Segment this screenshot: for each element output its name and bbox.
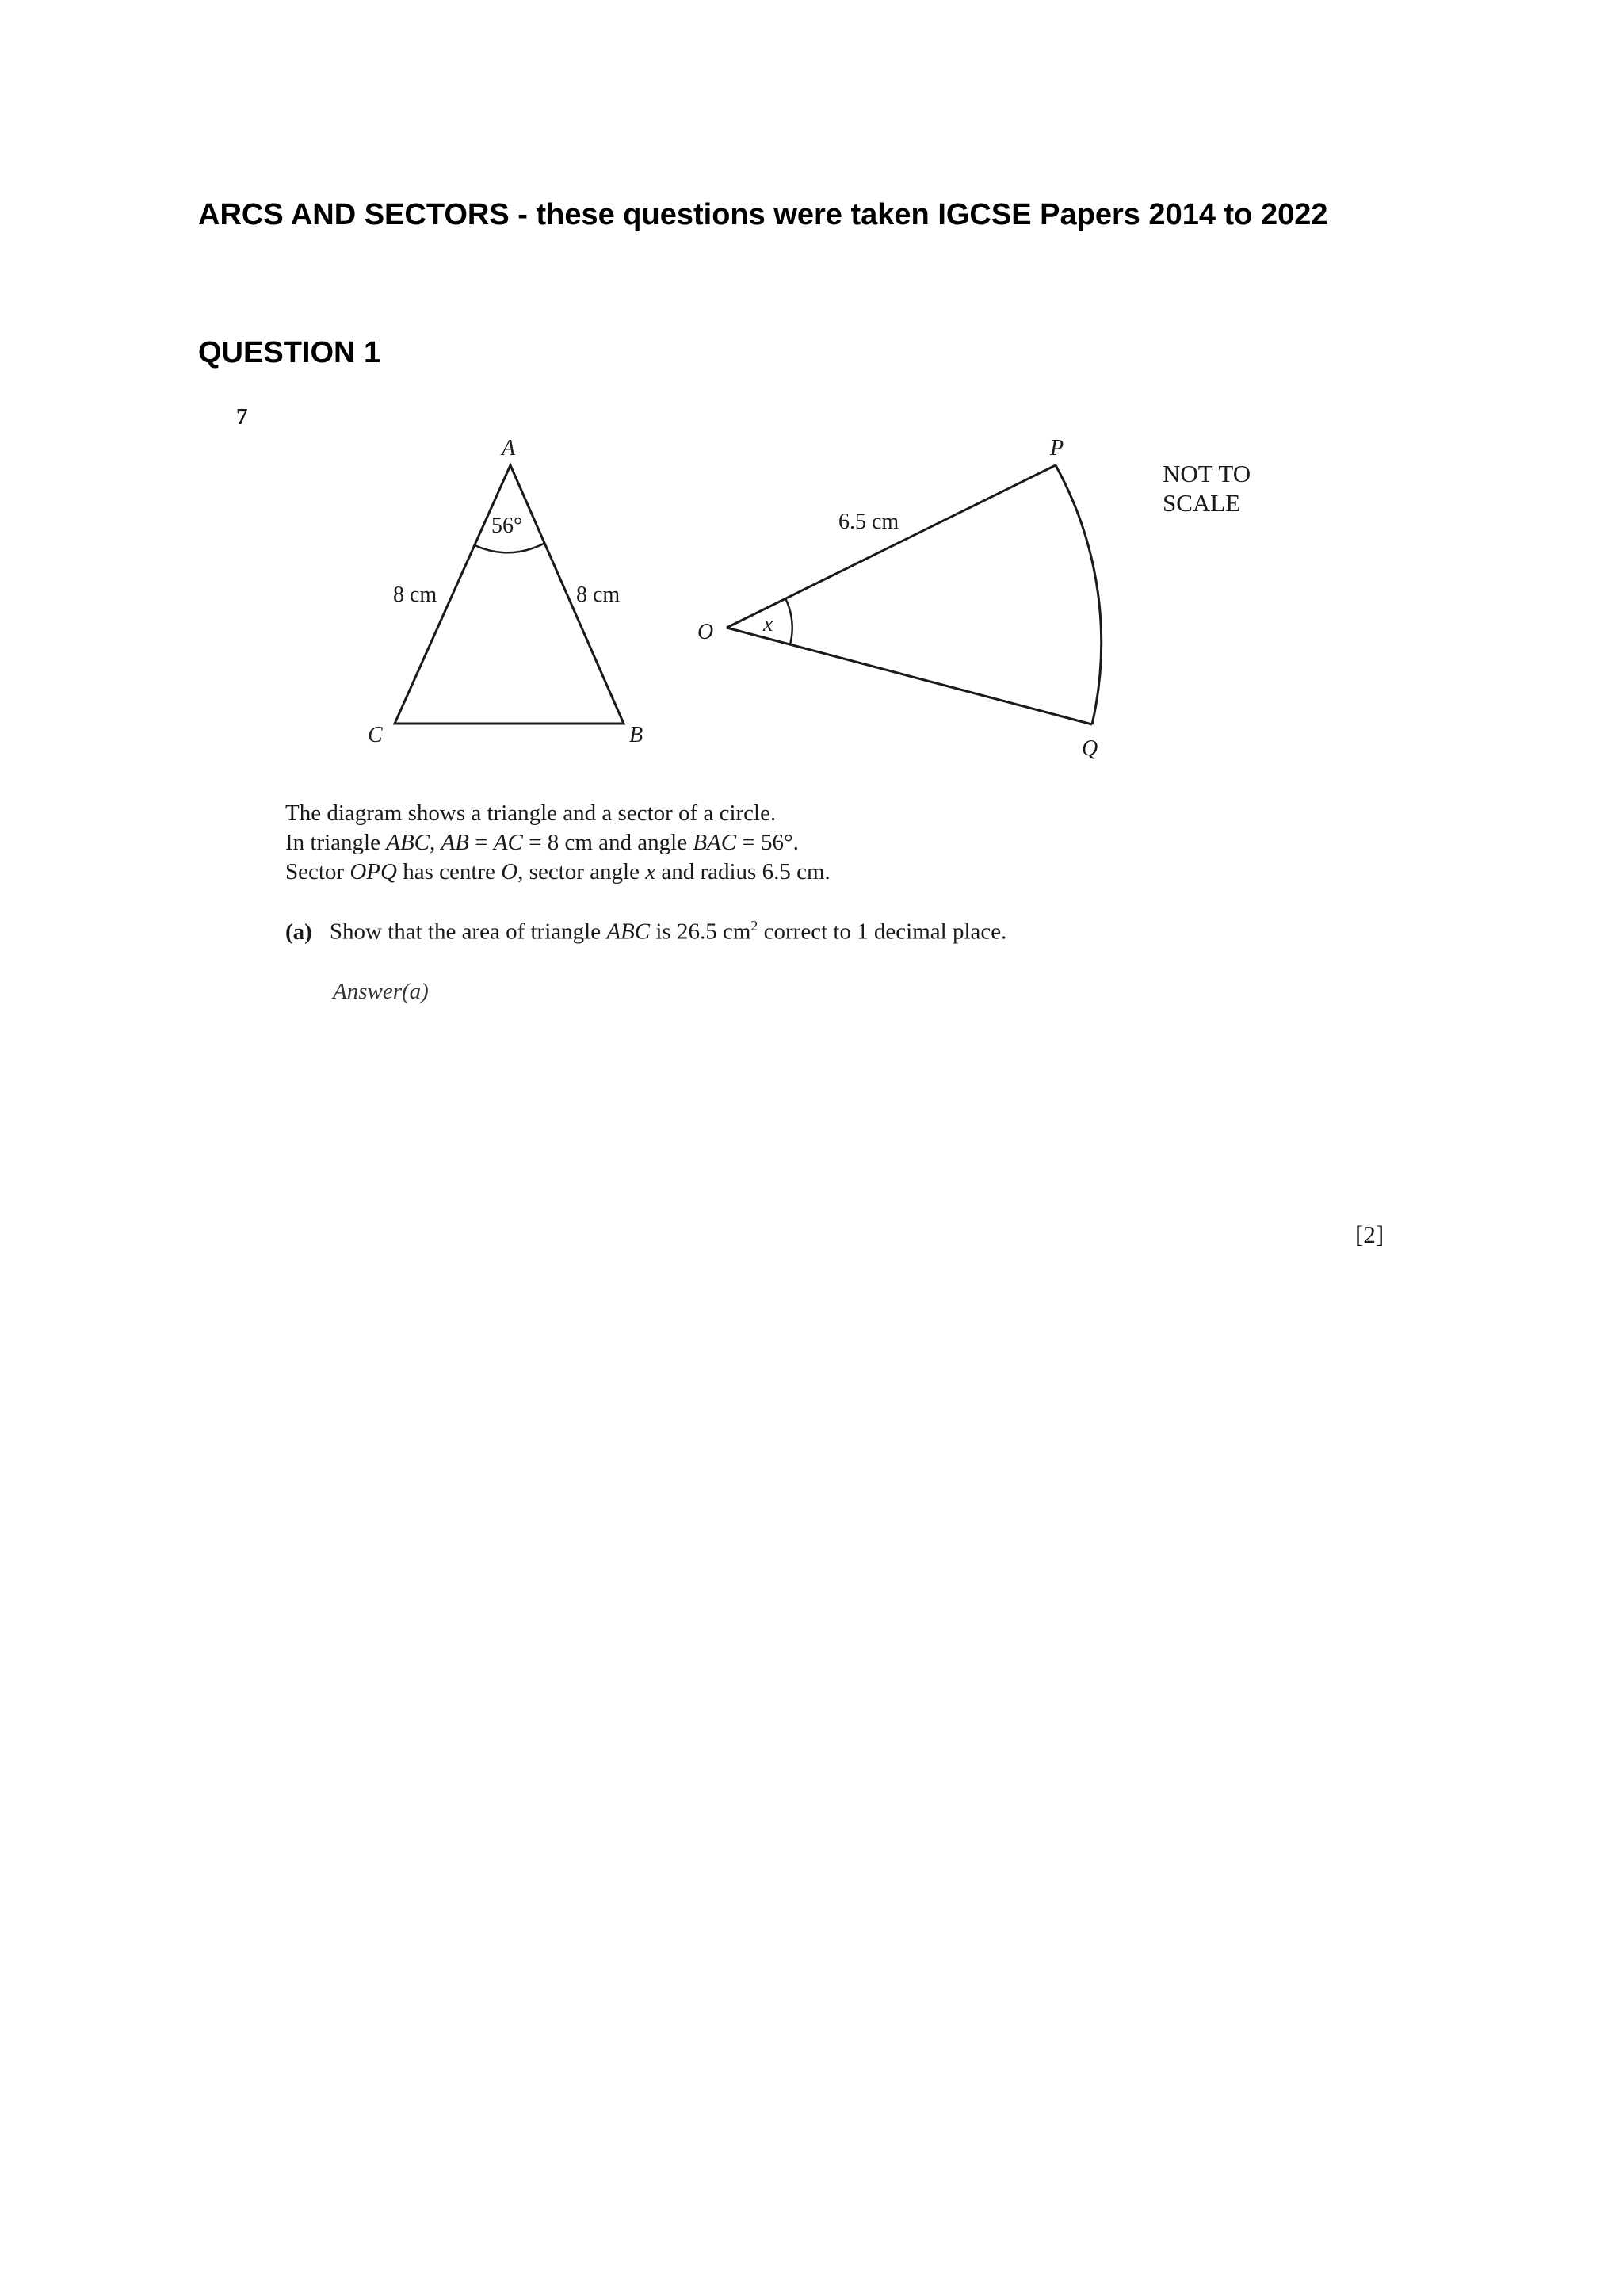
answer-label: Answer(a) (333, 979, 429, 1004)
radius-oq (727, 628, 1092, 724)
side-name-ab: AB (441, 830, 469, 855)
line3-text: and radius 6.5 cm. (655, 859, 831, 884)
line2-text: = (468, 830, 494, 855)
line3-text: Sector (285, 859, 350, 884)
part-a-text: correct to 1 decimal place. (758, 919, 1007, 945)
question-heading: QUESTION 1 (198, 336, 381, 369)
radius-label: 6.5 cm (838, 510, 899, 534)
angle-name: BAC (693, 830, 737, 855)
side-name-ac: AC (493, 830, 523, 855)
label-q: Q (1082, 736, 1098, 761)
description-text: The diagram shows a triangle and a sector of a circle. (285, 800, 777, 826)
not-to-scale-line2: SCALE (1163, 489, 1241, 517)
line2-text: = 56°. (736, 830, 799, 855)
question-number: 7 (236, 404, 248, 430)
part-a-label: (a) (285, 919, 312, 945)
angle-x-arc (785, 598, 792, 644)
part-a-text: Show that the area of triangle (329, 919, 607, 945)
angle-a-label: 56° (491, 514, 523, 538)
description-line-2 (285, 828, 799, 858)
radius-op (727, 465, 1056, 628)
marks-label: [2] (1355, 1221, 1384, 1248)
label-c: C (368, 723, 383, 747)
label-o: O (697, 620, 714, 644)
line2-text: = 8 cm and angle (522, 830, 693, 855)
not-to-scale-line1: NOT TO (1163, 460, 1251, 487)
part-a-question (285, 918, 1006, 946)
line3-text: , sector angle (517, 859, 646, 884)
side-ac-label: 8 cm (393, 583, 437, 607)
part-a-superscript: 2 (750, 918, 758, 934)
label-a: A (502, 436, 516, 460)
description-line-3 (285, 858, 831, 887)
sector-name: OPQ (349, 859, 397, 884)
label-b: B (629, 723, 643, 747)
part-a-triangle-name: ABC (606, 919, 651, 945)
line2-text: In triangle (285, 830, 387, 855)
line3-text: has centre (396, 859, 502, 884)
document-title: ARCS AND SECTORS - these questions were taken IGCSE Papers 2014 to 2022 (198, 198, 1328, 231)
label-p: P (1050, 436, 1064, 460)
centre-name: O (501, 859, 518, 884)
angle-x-label: x (763, 612, 773, 636)
geometry-diagram (0, 0, 1623, 793)
sector-arc (1056, 465, 1102, 724)
description-line-1 (285, 799, 776, 828)
sector-angle-name: x (645, 859, 656, 884)
line2-text: , (430, 830, 441, 855)
angle-a-arc (475, 543, 545, 552)
side-ab-label: 8 cm (576, 583, 621, 607)
part-a-text: is 26.5 cm (650, 919, 751, 945)
triangle-name: ABC (386, 830, 430, 855)
